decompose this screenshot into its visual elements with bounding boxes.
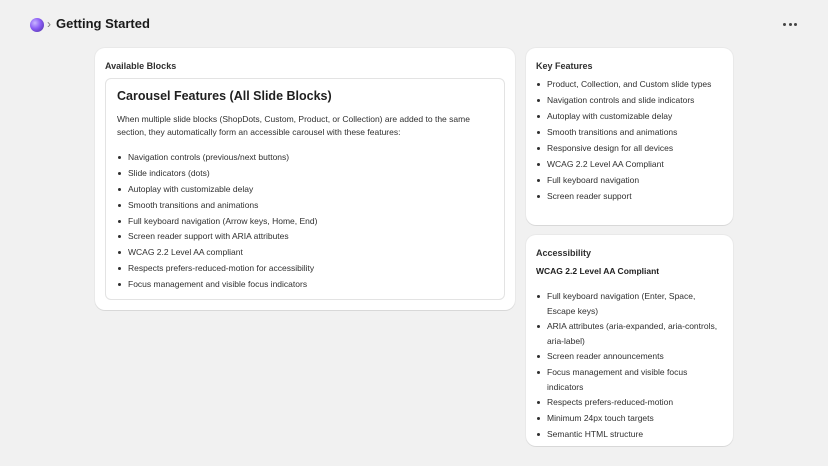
key-features-list (536, 78, 726, 206)
card-title: Key Features (536, 61, 593, 71)
section-description: When multiple slide blocks (ShopDots, Custom, Product, or Collection) are added to the same section, they automatically form an accessible carousel with these features: (117, 114, 470, 137)
list-item: Semantic HTML structure (536, 427, 726, 442)
list-item: Smooth transitions and animations (536, 126, 726, 139)
list-item: Respects prefers-reduced-motion for accessibility (117, 262, 317, 278)
accessibility-card (526, 235, 733, 446)
list-item: Responsive design for all devices (536, 142, 726, 155)
card-title: Available Blocks (105, 61, 177, 71)
list-item: Minimum 24px touch targets (536, 411, 726, 426)
list-item: Product, Collection, and Custom slide types (536, 78, 726, 91)
key-features-card (526, 48, 733, 225)
list-item: Navigation controls (previous/next buttons) (117, 151, 317, 167)
list-item: Navigation controls and slide indicators (536, 94, 726, 107)
list-item: WCAG 2.2 Level AA Compliant (536, 158, 726, 171)
page-title: Getting Started (56, 16, 150, 31)
carousel-features-panel (105, 78, 505, 300)
list-item: Full keyboard navigation (Arrow keys, Home, End) (117, 215, 317, 231)
carousel-feature-list (117, 151, 317, 294)
list-item: Focus management and visible focus indicators (117, 278, 317, 294)
list-item: Screen reader support (536, 190, 726, 203)
list-item: Respects prefers-reduced-motion (536, 395, 726, 410)
top-bar (0, 0, 828, 48)
list-item: Focus management and visible focus indicators (536, 365, 726, 394)
list-item: Autoplay with customizable delay (117, 183, 317, 199)
section-heading: Carousel Features (All Slide Blocks) (117, 89, 332, 103)
more-actions-button[interactable] (780, 14, 800, 34)
more-horizontal-icon (783, 23, 786, 26)
available-blocks-card (95, 48, 515, 310)
chevron-right-icon: › (47, 17, 51, 31)
app-logo-icon (30, 18, 44, 32)
list-item: Autoplay with customizable delay (536, 110, 726, 123)
accessibility-list (536, 289, 726, 442)
list-item: Screen reader announcements (536, 349, 726, 364)
list-item: Smooth transitions and animations (117, 199, 317, 215)
more-horizontal-icon (789, 23, 792, 26)
list-item: Slide indicators (dots) (117, 167, 317, 183)
list-item: WCAG 2.2 Level AA compliant (117, 246, 317, 262)
list-item: Full keyboard navigation (Enter, Space, Escape keys) (536, 289, 726, 318)
accessibility-subtitle: WCAG 2.2 Level AA Compliant (536, 266, 660, 276)
more-horizontal-icon (794, 23, 797, 26)
list-item: Screen reader support with ARIA attributes (117, 230, 317, 246)
card-title: Accessibility (536, 248, 592, 258)
list-item: ARIA attributes (aria-expanded, aria-controls, aria-label) (536, 319, 726, 348)
list-item: Full keyboard navigation (536, 174, 726, 187)
